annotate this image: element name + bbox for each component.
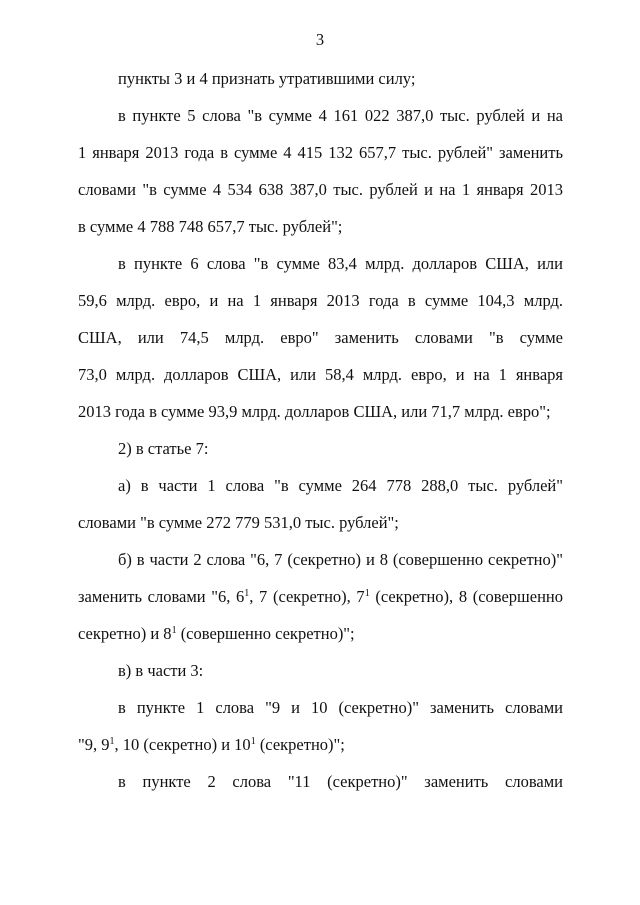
- superscript: 1: [109, 736, 115, 747]
- text-segment: в) в части 3:: [118, 661, 204, 680]
- text-line: [78, 763, 563, 800]
- text-segment: пункты 3 и 4 признать утратившими силу;: [118, 69, 416, 88]
- text-line: [78, 245, 563, 282]
- text-line: [78, 60, 563, 97]
- text-segment: б) в части 2 слова "6, 7 (секретно) и 8 (совершенно секретно)": [118, 550, 563, 569]
- text-segment: 2013 года в сумме 93,9 млрд. долларов США, или 71,7 млрд. евро";: [78, 402, 551, 421]
- superscript: 1: [171, 625, 177, 636]
- text-segment: в сумме 4 788 748 657,7 тыс. рублей";: [78, 217, 343, 236]
- text-line: [78, 652, 563, 689]
- text-segment: в пункте 1 слова "9 и 10 (секретно)" заменить словами: [118, 698, 563, 717]
- text-line: [78, 208, 563, 245]
- text-line: [78, 689, 563, 726]
- text-segment: словами "в сумме 4 534 638 387,0 тыс. рублей и на 1 января 2013: [78, 180, 563, 199]
- text-line: [78, 578, 563, 615]
- text-line: [78, 467, 563, 504]
- superscript: 1: [244, 588, 250, 599]
- superscript: 1: [364, 588, 370, 599]
- text-line: [78, 541, 563, 578]
- text-line: [78, 97, 563, 134]
- text-segment: 2) в статье 7:: [118, 439, 209, 458]
- superscript: 1: [250, 736, 256, 747]
- text-line: [78, 504, 563, 541]
- text-segment: США, или 74,5 млрд. евро" заменить словами "в сумме: [78, 328, 563, 347]
- text-segment: (секретно), 8 (совершенно: [369, 587, 563, 606]
- text-segment: (секретно)";: [255, 735, 345, 754]
- text-line: [78, 282, 563, 319]
- text-segment: (совершенно секретно)";: [176, 624, 355, 643]
- page-number: 3: [315, 30, 325, 49]
- text-segment: 73,0 млрд. долларов США, или 58,4 млрд. евро, и на 1 января: [78, 365, 563, 384]
- text-segment: 1 января 2013 года в сумме 4 415 132 657,7 тыс. рублей" заменить: [78, 143, 563, 162]
- text-line: [78, 356, 563, 393]
- text-line: [78, 171, 563, 208]
- text-segment: в пункте 5 слова "в сумме 4 161 022 387,0 тыс. рублей и на: [118, 106, 563, 125]
- text-segment: словами "в сумме 272 779 531,0 тыс. рублей";: [78, 513, 399, 532]
- text-segment: секретно) и 8: [78, 624, 172, 643]
- text-segment: в пункте 6 слова "в сумме 83,4 млрд. долларов США, или: [118, 254, 563, 273]
- text-line: [78, 726, 563, 763]
- text-segment: 59,6 млрд. евро, и на 1 января 2013 года в сумме 104,3 млрд.: [78, 291, 563, 310]
- text-segment: заменить словами "6, 6: [78, 587, 245, 606]
- text-segment: в пункте 2 слова "11 (секретно)" заменить словами: [118, 772, 563, 791]
- text-segment: , 10 (секретно) и 10: [114, 735, 251, 754]
- text-line: [78, 134, 563, 171]
- text-segment: "9, 9: [78, 735, 110, 754]
- text-line: [78, 319, 563, 356]
- text-line: [78, 430, 563, 467]
- document-body: [78, 60, 563, 800]
- text-segment: , 7 (секретно), 7: [249, 587, 365, 606]
- text-segment: а) в части 1 слова "в сумме 264 778 288,0 тыс. рублей": [118, 476, 563, 495]
- text-line: [78, 393, 563, 430]
- text-line: [78, 615, 563, 652]
